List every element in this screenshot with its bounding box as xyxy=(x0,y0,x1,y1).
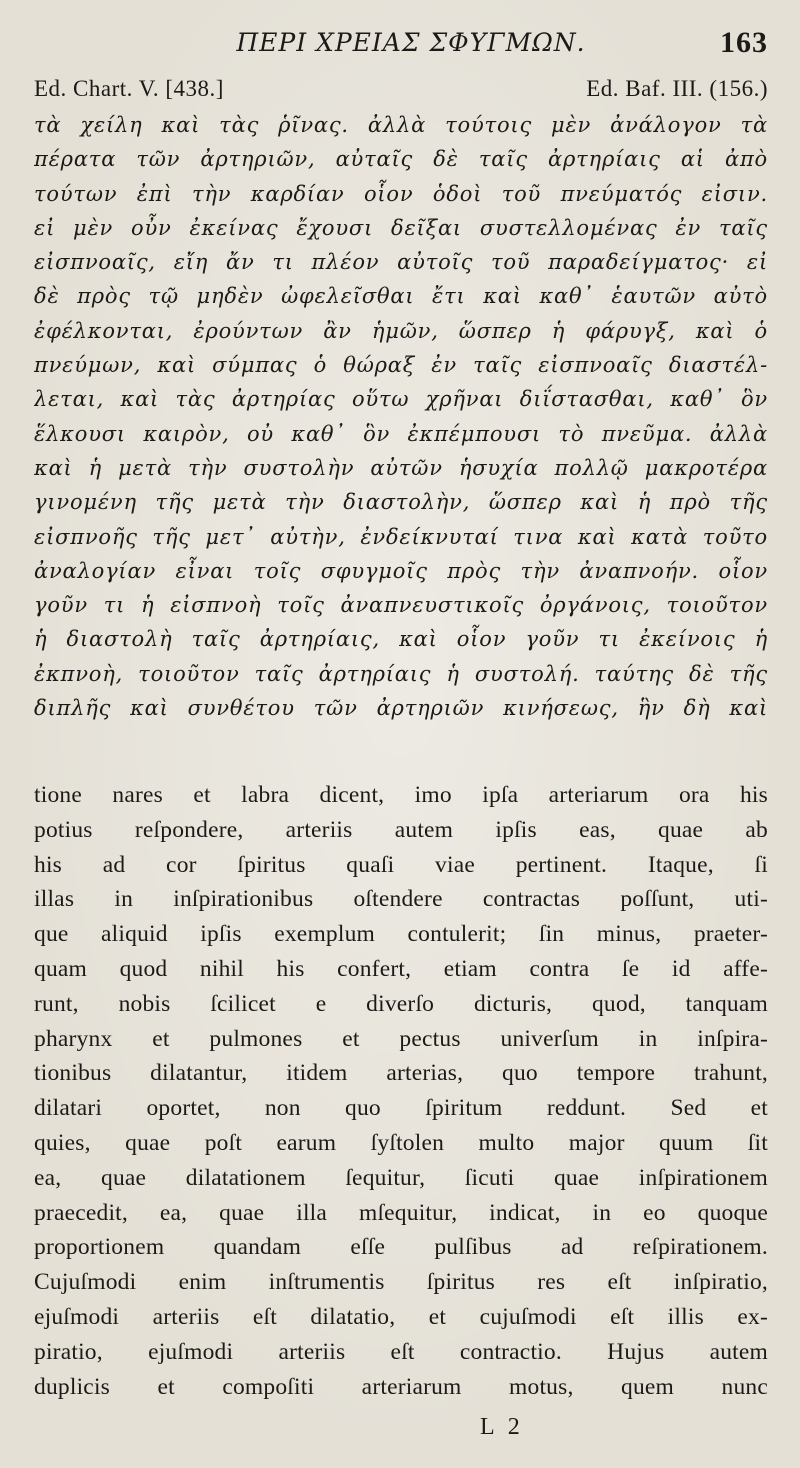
signature-mark: L 2 xyxy=(480,1414,524,1440)
latin-text-line: praecedit, ea, quae illa mſequitur, indicat, in eo quoque xyxy=(34,1199,768,1226)
latin-text-line: piratio, ejuſmodi arteriis eſt contractio. Hujus autem xyxy=(34,1338,768,1365)
latin-text-line: que aliquid ipſis exemplum contulerit; ſin minus, praeter- xyxy=(34,921,768,948)
greek-text-line: πέρατα τῶν ἀρτηριῶν, αὐταῖς δὲ ταῖς ἀρτηρίαις αἱ ἀπὸ xyxy=(34,147,768,172)
latin-text-line: ejuſmodi arteriis eſt dilatatio, et cujuſmodi eſt illis ex- xyxy=(34,1303,768,1330)
latin-text-line: tionibus dilatantur, itidem arterias, quo tempore trahunt, xyxy=(34,1060,768,1087)
latin-text-line: illas in inſpirationibus oſtendere contractas poſſunt, uti- xyxy=(34,886,768,913)
latin-text-line: quam quod nihil his confert, etiam contra ſe id affe- xyxy=(34,955,768,982)
latin-text-line: ea, quae dilatationem ſequitur, ſicuti quae inſpirationem xyxy=(34,1164,768,1191)
running-title: ΠΕΡΙ ΧΡΕΙΑΣ ΣΦΥΓΜΩΝ. xyxy=(236,28,586,57)
latin-text-line: duplicis et compoſiti arteriarum motus, quem nunc xyxy=(34,1373,768,1400)
greek-text-line: γινομένη τῆς μετὰ τὴν διαστολὴν, ὥσπερ καὶ ἡ πρὸ τῆς xyxy=(34,490,768,515)
greek-text-line: ἡ διαστολὴ ταῖς ἀρτηρίαις, καὶ οἷον γοῦν τι ἐκείνοις ἡ xyxy=(34,627,768,652)
greek-text-line: διπλῆς καὶ συνθέτου τῶν ἀρτηριῶν κινήσεως, ἣν δὴ καὶ xyxy=(34,696,768,721)
greek-text-line: ἕλκουσι καιρὸν, οὐ καθ᾽ ὃν ἐκπέμπουσι τὸ πνεῦμα. ἀλλὰ xyxy=(34,421,768,446)
edition-chartier: Ed. Chart. V. [438.] xyxy=(34,76,224,101)
latin-text-line: runt, nobis ſcilicet e diverſo dicturis, quod, tanquam xyxy=(34,990,768,1017)
page-number: 163 xyxy=(720,26,768,59)
latin-text-line: pharynx et pulmones et pectus univerſum in inſpira- xyxy=(34,1025,768,1052)
latin-text-line: quies, quae poſt earum ſyſtolen multo major quum ſit xyxy=(34,1129,768,1156)
greek-text-line: ἀναλογίαν εἶναι τοῖς σφυγμοῖς πρὸς τὴν ἀναπνοήν. οἷον xyxy=(34,558,768,583)
greek-text-line: πνεύμων, καὶ σύμπας ὁ θώραξ ἐν ταῖς εἰσπνοαῖς διαστέλ- xyxy=(34,353,768,378)
latin-text-line: potius reſpondere, arteriis autem ipſis eas, quae ab xyxy=(34,816,768,843)
latin-text-block xyxy=(34,778,768,1404)
greek-text-line: εἰσπνοῆς τῆς μετ᾽ αὐτὴν, ἐνδείκνυταί τινα καὶ κατὰ τοῦτο xyxy=(34,524,768,549)
latin-text-line: proportionem quandam eſſe pulſibus ad reſpirationem. xyxy=(34,1234,768,1261)
greek-text-line: τούτων ἐπὶ τὴν καρδίαν οἷον ὁδοὶ τοῦ πνεύματός εἰσιν. xyxy=(34,181,768,206)
edition-basel: Ed. Baf. III. (156.) xyxy=(586,76,768,101)
greek-text-line: καὶ ἡ μετὰ τὴν συστολὴν αὐτῶν ἡσυχία πολλῷ μακροτέρα xyxy=(34,455,768,480)
latin-text-line: Cujuſmodi enim inſtrumentis ſpiritus res eſt inſpiratio, xyxy=(34,1269,768,1296)
greek-text-block xyxy=(34,108,768,725)
latin-text-line: his ad cor ſpiritus quaſi viae pertinent. Itaque, ſi xyxy=(34,851,768,878)
greek-text-line: ἐκπνοὴ, τοιοῦτον ταῖς ἀρτηρίαις ἡ συστολή. ταύτης δὲ τῆς xyxy=(34,661,768,686)
latin-text-line: tione nares et labra dicent, imo ipſa arteriarum ora his xyxy=(34,782,768,808)
edition-reference-line xyxy=(34,76,768,106)
greek-text-line: τὰ χείλη καὶ τὰς ῥῖνας. ἀλλὰ τούτοις μὲν ἀνάλογον τὰ xyxy=(34,113,768,137)
greek-text-line: λεται, καὶ τὰς ἀρτηρίας οὕτω χρῆναι διΐστασθαι, καθ᾽ ὃν xyxy=(34,387,768,412)
greek-text-line: δὲ πρὸς τῷ μηδὲν ὠφελεῖσθαι ἔτι καὶ καθ᾽ ἑαυτῶν αὐτὸ xyxy=(34,284,768,309)
greek-text-line: εἰσπνοαῖς, εἴη ἄν τι πλέον αὐτοῖς τοῦ παραδείγματος· εἰ xyxy=(34,250,768,275)
greek-text-line: ἐφέλκονται, ἐρούντων ἂν ἡμῶν, ὥσπερ ἡ φάρυγξ, καὶ ὁ xyxy=(34,318,768,343)
greek-text-line: εἰ μὲν οὖν ἐκείνας ἔχουσι δεῖξαι συστελλομένας ἐν ταῖς xyxy=(34,215,768,240)
page-header xyxy=(34,24,768,64)
latin-text-line: dilatari oportet, non quo ſpiritum reddunt. Sed et xyxy=(34,1095,768,1122)
greek-text-line: γοῦν τι ἡ εἰσπνοὴ τοῖς ἀναπνευστικοῖς ὀργάνοις, τοιοῦτον xyxy=(34,593,768,618)
